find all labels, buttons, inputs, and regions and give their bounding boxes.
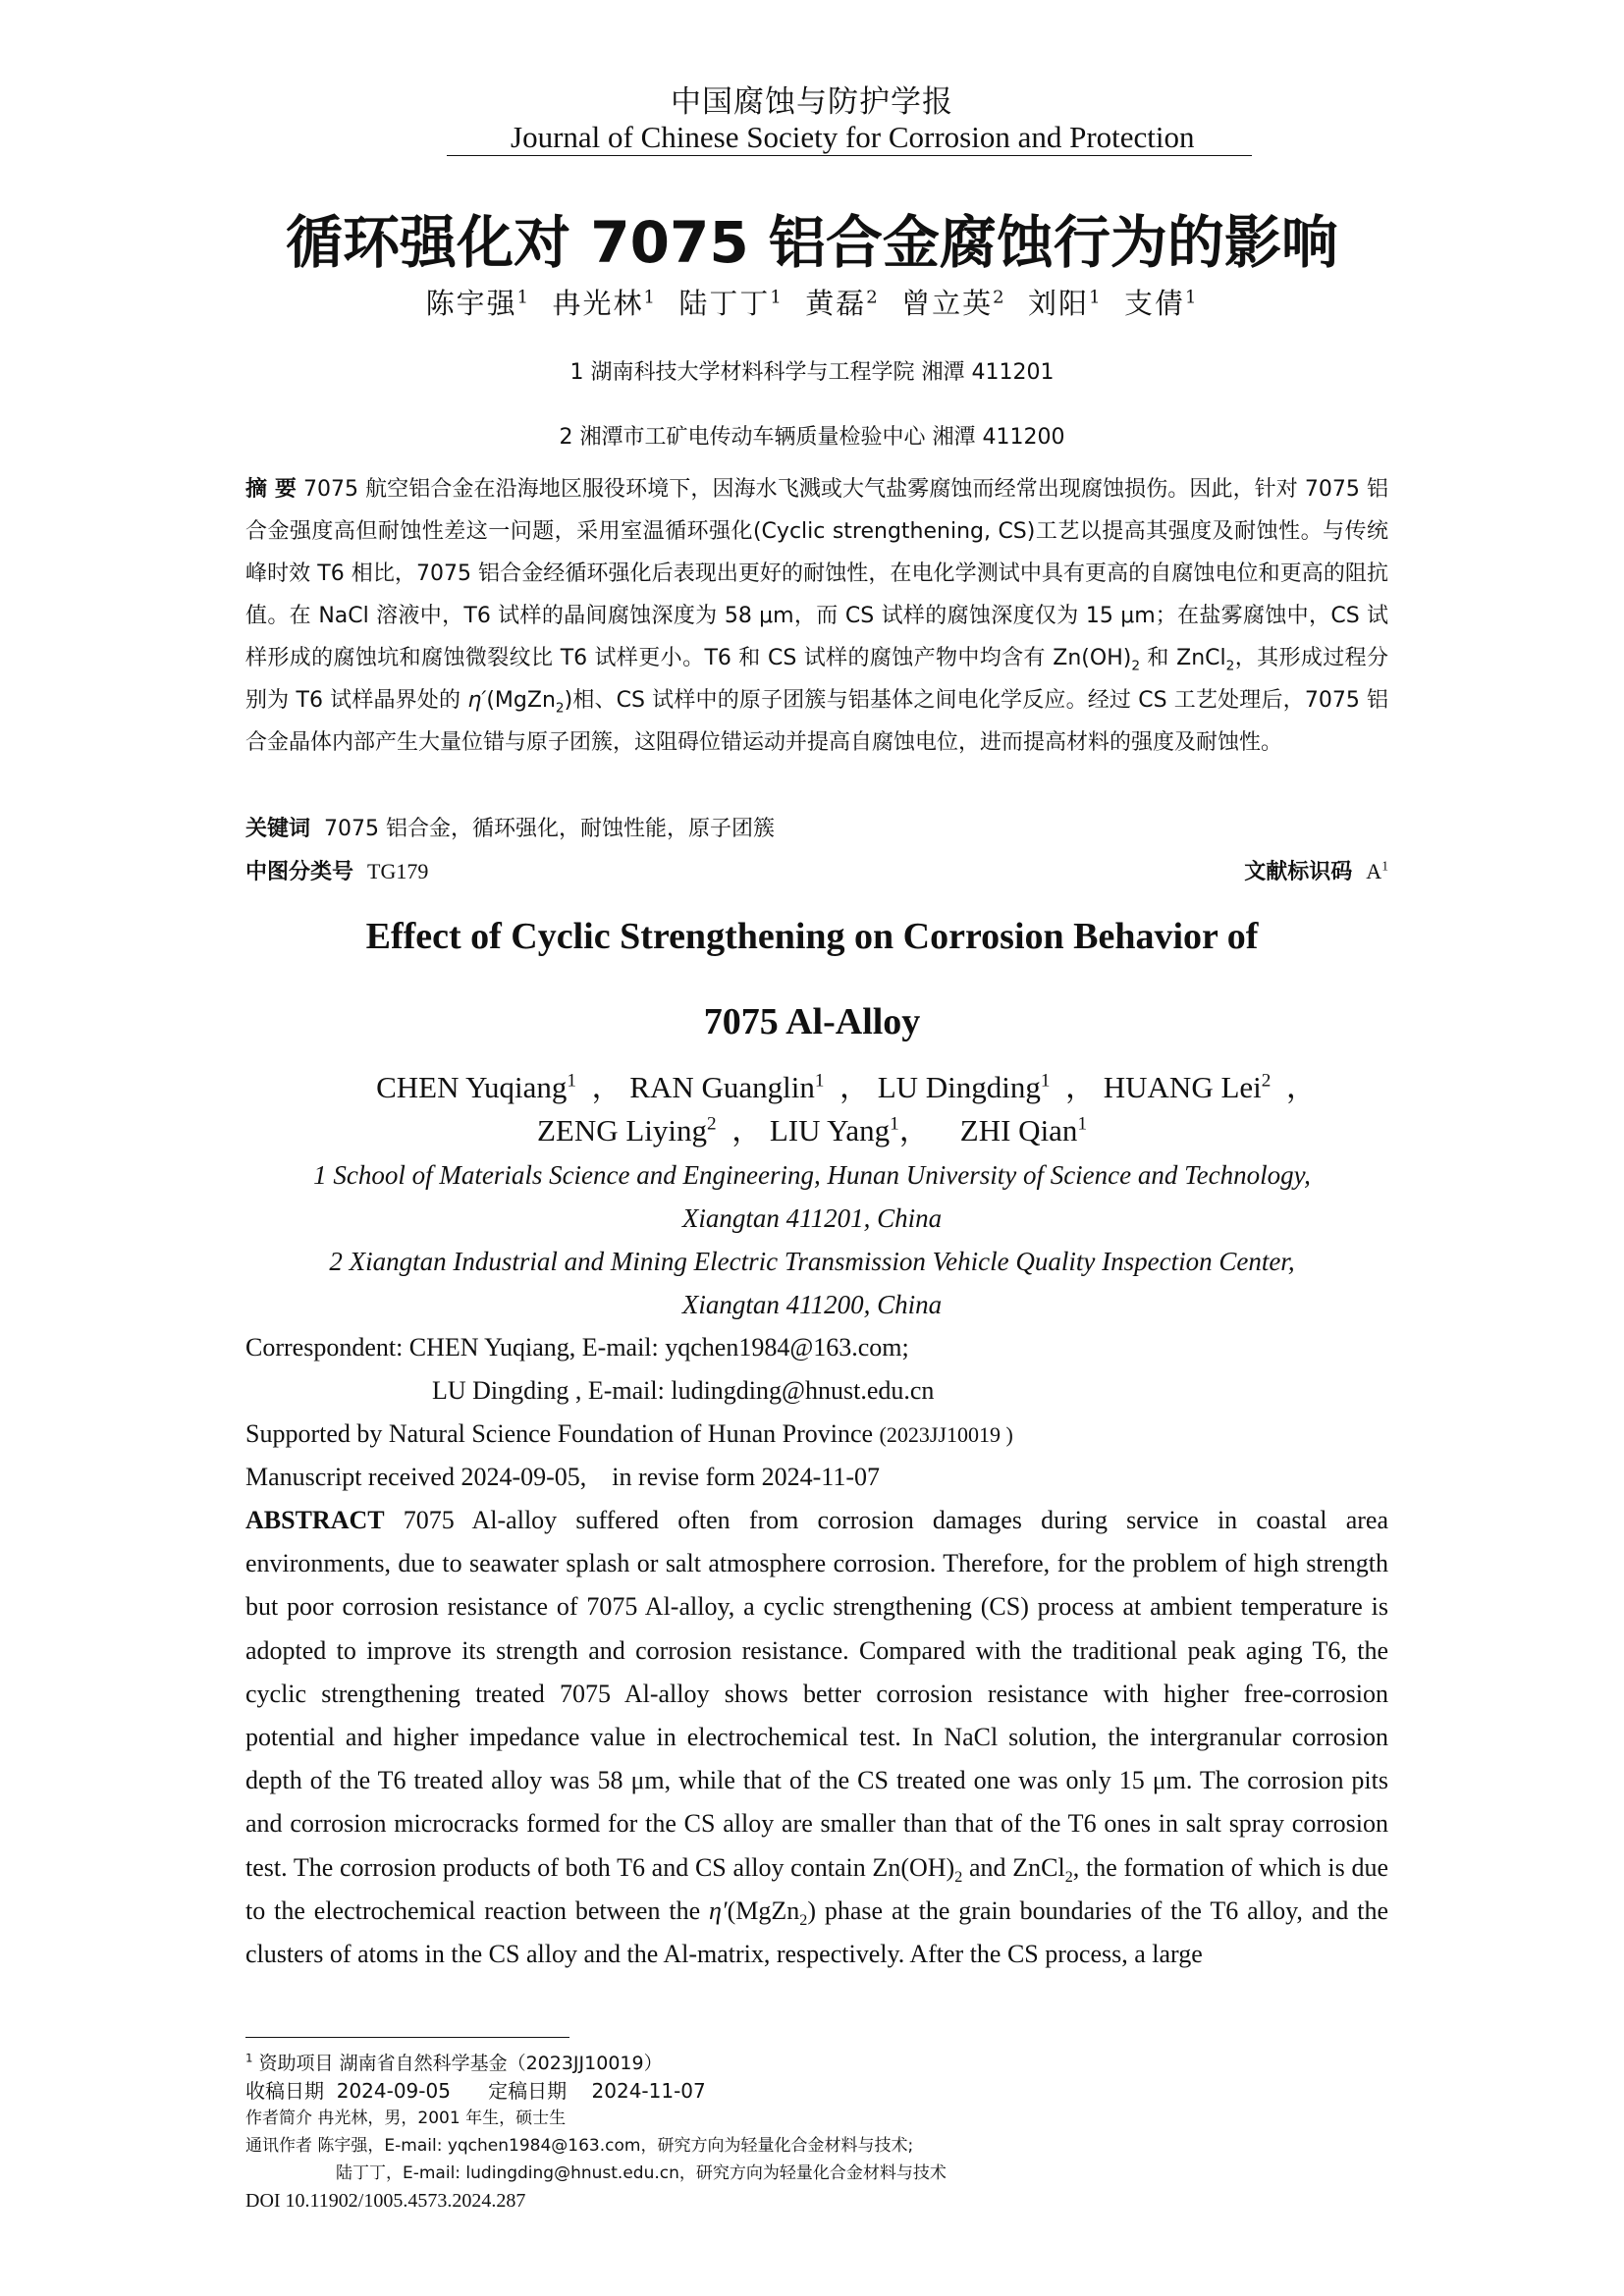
affiliation-cn-2: 2 湘潭市工矿电传动车辆质量检验中心 湘潭 411200 xyxy=(559,425,1065,450)
keywords-cn: 关键词 7075 铝合金，循环强化，耐蚀性能，原子团簇 xyxy=(245,817,775,841)
abstract-cn: 摘 要 7075 航空铝合金在沿海地区服役环境下，因海水飞溅或大气盐雾腐蚀而经常出现腐蚀损伤。因此，针对 7075 铝合金强度高但耐蚀性差这一问题，采用室温循环强化(Cyclic strengthening, CS)工艺以提高其强度及耐蚀性。与传统峰时效 T6 相比，7075 铝合金经循环强化后表现出更好的耐蚀性，在电化学测试中具有更高的自腐蚀电位和更高的阻抗值。在 NaCl 溶液中，T6 试样的晶间腐蚀深度为 58 μm，而 CS 试样的腐蚀深度仅为 15 μm；在盐雾腐蚀中，CS 试样形成的腐蚀坑和腐蚀微裂纹比 T6 试样更小。T6 和 CS 试样的腐蚀产物中均含有 $Zn(OH)_2$ 和 ZnCl$_2$，其形成过程分别为 T6 试样晶界处的 η′(MgZn$_2$)相、CS 试样中的原子团簇与铝基体之间电化学反应。经过 CS 工艺处理后，7075 铝合金晶体内部产生大量位错与原子团簇，这阻碍位错运动并提高自腐蚀电位，进而提高材料的强度及耐蚀性。 xyxy=(245,477,1389,755)
author-en: RAN Guanglin$^1$ xyxy=(629,1070,825,1104)
authors-en: CHEN Yuqiang$^1$ ， RAN Guanglin$^1$ ， LU Dingding$^1$ ， HUANG Lei$^2$ ， ZENG Liying$^2$ ， LIU Yang$^1$， ZHI Qian$^1$ xyxy=(376,1070,1317,1148)
author-cn: 陆丁丁$^1$ xyxy=(678,287,784,320)
author-cn: 黄磊$^2$ xyxy=(805,287,880,320)
author-cn: 支倩$^1$ xyxy=(1123,287,1199,320)
clc-label: 中图分类号 xyxy=(245,860,354,884)
footnote-dates: 收稿日期 2024-09-05 定稿日期 2024-11-07 xyxy=(245,2079,706,2103)
clc-value: TG179 xyxy=(367,859,429,883)
author-cn: 冉光林$^1$ xyxy=(552,287,657,320)
author-cn: 刘阳$^1$ xyxy=(1028,287,1103,320)
footnote-doi: DOI 10.11902/1005.4573.2024.287 xyxy=(245,2190,526,2212)
author-cn: 陈宇强$^1$ xyxy=(425,287,531,320)
title-en-line-1: Effect of Cyclic Strengthening on Corrosion Behavior of xyxy=(365,916,1259,957)
correspondent-line-2: LU Dingding , E-mail: ludingding@hnust.edu.cn xyxy=(432,1376,935,1405)
author-en: HUANG Lei$^2$ xyxy=(1103,1070,1272,1104)
affiliation-en-2: 2 Xiangtan Industrial and Mining Electric Transmission Vehicle Quality Inspection Center, xyxy=(329,1247,1295,1276)
footnote-author-bio: 作者简介 冉光林，男，2001 年生，硕士生 xyxy=(245,2109,567,2128)
journal-name-en: Journal of Chinese Society for Corrosion and Protection xyxy=(447,120,1252,156)
author-en: ZENG Liying$^2$ xyxy=(536,1113,717,1148)
affiliation-cn-1: 1 湖南科技大学材料科学与工程学院 湘潭 411201 xyxy=(569,360,1055,385)
abstract-en: ABSTRACT 7075 Al-alloy suffered often from corrosion damages during service in coastal area environments, due to seawater splash or salt atmosphere corrosion. Therefore, for the problem of high strength but poor corrosion resistance of 7075 Al-alloy, a cyclic strengthening (CS) process at ambient temperature is adopted to improve its strength and corrosion resistance. Compared with the traditional peak aging T6, the cyclic strengthening treated 7075 Al-alloy shows better corrosion resistance with higher free-corrosion potential and higher impedance value in electrochemical test. In NaCl solution, the intergranular corrosion depth of the T6 treated alloy was 58 μm, while that of the CS treated one was only 15 μm. The corrosion pits and corrosion microcracks formed for the CS alloy are smaller than that of the T6 ones in salt spray corrosion test. The corrosion products of both T6 and CS alloy contain $Zn(OH)_2$ and ZnCl$_2$, the formation of which is due to the electrochemical reaction between the η′(MgZn$_2$) phase at the grain boundaries of the T6 alloy, and the clusters of atoms in the CS alloy and the Al-matrix, respectively. After the CS process, a large xyxy=(245,1506,1388,1969)
author-en: CHEN Yuqiang$^1$ xyxy=(376,1070,577,1104)
affiliation-en-1-city: Xiangtan 411201, China xyxy=(681,1203,943,1233)
abstract-en-label: ABSTRACT xyxy=(245,1506,385,1534)
footnote-divider xyxy=(245,2037,569,2038)
keywords-cn-label: 关键词 xyxy=(245,817,311,841)
classification-row xyxy=(245,850,1388,893)
abstract-cn-label: 摘 要 xyxy=(245,477,297,502)
support-line: Supported by Natural Science Foundation of Hunan Province (2023JJ10019 ) xyxy=(245,1419,1013,1448)
footnote-fund: $^1$ 资助项目 湖南省自然科学基金（2023JJ10019） xyxy=(245,2051,663,2074)
author-cn: 曾立英$^2$ xyxy=(901,287,1006,320)
affiliations-en xyxy=(245,1153,1379,1326)
doc-code: 文献标识码 $A^1$ xyxy=(1244,858,1388,884)
correspondent-line-1: Correspondent: CHEN Yuqiang, E-mail: yqchen1984@163.com; xyxy=(245,1333,909,1362)
authors-cn xyxy=(0,282,1624,322)
manuscript-dates: Manuscript received 2024-09-05, in revise form 2024-11-07 xyxy=(245,1463,880,1491)
author-en: LU Dingding$^1$ xyxy=(877,1070,1051,1104)
title-cn: 循环强化对 7075 铝合金腐蚀行为的影响 xyxy=(286,209,1338,276)
footnotes xyxy=(245,2050,1388,2215)
affiliation-en-2-city: Xiangtan 411200, China xyxy=(681,1290,943,1319)
author-en: ZHI Qian$^1$ xyxy=(959,1113,1088,1148)
journal-name-cn: 中国腐蚀与防护学报 xyxy=(671,84,953,120)
author-en: LIU Yang$^1$ xyxy=(769,1113,899,1148)
footnote-correspondent-2: 陆丁丁，E-mail: ludingding@hnust.edu.cn，研究方向为轻量化合金材料与技术 xyxy=(336,2163,947,2183)
affiliation-en-1: 1 School of Materials Science and Engineering, Hunan University of Science and Technology, xyxy=(313,1160,1311,1190)
title-en-line-2: 7075 Al-Alloy xyxy=(703,1001,921,1042)
footnote-correspondent-1: 通讯作者 陈宇强，E-mail: yqchen1984@163.com，研究方向为轻量化合金材料与技术; xyxy=(245,2136,914,2156)
